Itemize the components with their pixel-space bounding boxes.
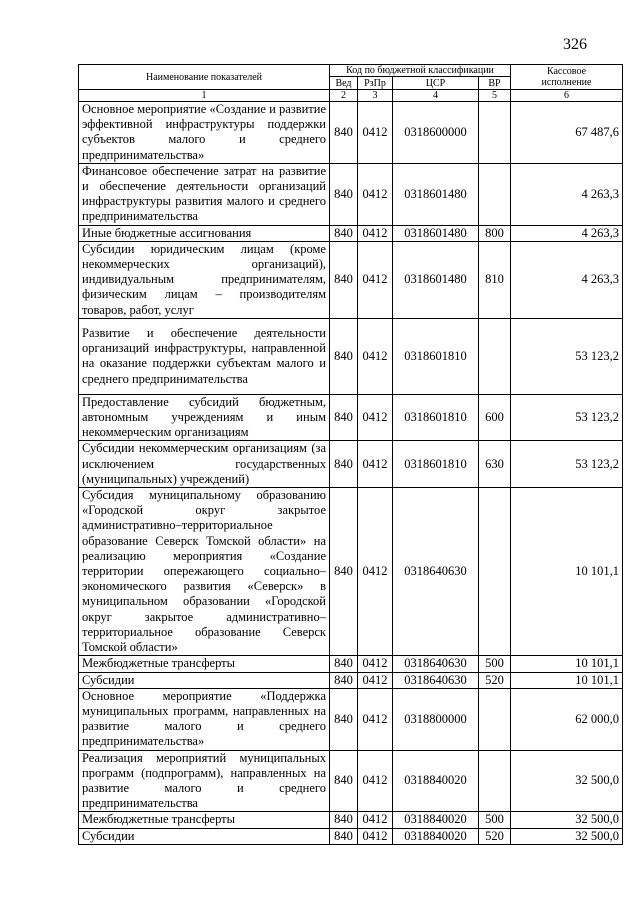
table-row <box>79 656 623 672</box>
cell-amount: 10 101,1 <box>511 656 623 672</box>
cell-rzpr: 0412 <box>358 688 393 750</box>
cell-name: Субсидия муниципальному образованию «Городской округ закрытое административно–территориальное образование Северск Томской области» на реализацию мероприятия «Создание территории опережающего социально–экономического развития «Северск» в муниципальном образовании «Городской округ закрытое административно–территориальное образование Северск Томской области» <box>79 488 330 656</box>
header-csr: ЦСР <box>393 77 479 90</box>
table-row <box>79 102 623 164</box>
cell-name: Иные бюджетные ассигнования <box>79 225 330 241</box>
cell-rzpr: 0412 <box>358 225 393 241</box>
cell-vr <box>479 163 511 225</box>
cell-name: Субсидии <box>79 672 330 688</box>
cell-csr: 0318800000 <box>393 688 479 750</box>
budget-execution-table <box>78 64 623 845</box>
cell-rzpr: 0412 <box>358 812 393 828</box>
cell-name: Развитие и обеспечение деятельности организаций инфраструктуры, направленной на оказание поддержки субъектам малого и среднего предпринимательства <box>79 318 330 394</box>
cell-amount: 4 263,3 <box>511 163 623 225</box>
cell-csr: 0318840020 <box>393 750 479 812</box>
table-row <box>79 318 623 394</box>
cell-name: Межбюджетные трансферты <box>79 812 330 828</box>
cell-rzpr: 0412 <box>358 441 393 488</box>
cell-name: Основное мероприятие «Создание и развитие эффективной инфраструктуры поддержки субъектов малого и среднего предпринимательства» <box>79 102 330 164</box>
cell-name: Реализация мероприятий муниципальных программ (подпрограмм), направленных на развитие малого и среднего предпринимательства <box>79 750 330 812</box>
cell-amount: 4 263,3 <box>511 225 623 241</box>
cell-amount: 53 123,2 <box>511 394 623 441</box>
cell-vr <box>479 488 511 656</box>
cell-csr: 0318601480 <box>393 241 479 318</box>
cell-rzpr: 0412 <box>358 488 393 656</box>
cell-ved: 840 <box>330 102 358 164</box>
cell-vr: 520 <box>479 672 511 688</box>
col-number: 6 <box>511 90 623 102</box>
cell-ved: 840 <box>330 750 358 812</box>
table-row <box>79 488 623 656</box>
table-row <box>79 394 623 441</box>
table-row <box>79 688 623 750</box>
cell-name: Субсидии юридическим лицам (кроме некоммерческих организаций), индивидуальным предпринимателям, физическим лицам – производителям товаров, работ, услуг <box>79 241 330 318</box>
header-name: Наименование показателей <box>79 65 330 90</box>
cell-csr: 0318601810 <box>393 441 479 488</box>
page-number: 326 <box>563 36 587 53</box>
cell-ved: 840 <box>330 488 358 656</box>
cell-ved: 840 <box>330 812 358 828</box>
cell-amount: 32 500,0 <box>511 812 623 828</box>
cell-csr: 0318601480 <box>393 163 479 225</box>
cell-name: Финансовое обеспечение затрат на развитие и обеспечение деятельности организаций инфраструктуры развития малого и среднего предпринимательства <box>79 163 330 225</box>
column-number-row <box>79 90 623 102</box>
cell-csr: 0318640630 <box>393 488 479 656</box>
cell-rzpr: 0412 <box>358 672 393 688</box>
table-row <box>79 750 623 812</box>
col-number: 1 <box>79 90 330 102</box>
cell-vr: 810 <box>479 241 511 318</box>
cell-rzpr: 0412 <box>358 163 393 225</box>
table-row <box>79 812 623 828</box>
table-row <box>79 225 623 241</box>
cell-ved: 840 <box>330 225 358 241</box>
cell-rzpr: 0412 <box>358 241 393 318</box>
cell-ved: 840 <box>330 688 358 750</box>
cell-vr <box>479 102 511 164</box>
cell-csr: 0318600000 <box>393 102 479 164</box>
table-row <box>79 828 623 844</box>
cell-vr: 500 <box>479 656 511 672</box>
cell-name: Субсидии некоммерческим организациям (за исключением государственных (муниципальных) учреждений) <box>79 441 330 488</box>
cell-amount: 4 263,3 <box>511 241 623 318</box>
cell-amount: 32 500,0 <box>511 828 623 844</box>
cell-rzpr: 0412 <box>358 656 393 672</box>
cell-amount: 62 000,0 <box>511 688 623 750</box>
table-row <box>79 672 623 688</box>
cell-vr: 630 <box>479 441 511 488</box>
col-number: 2 <box>330 90 358 102</box>
cell-csr: 0318640630 <box>393 672 479 688</box>
table-body <box>79 102 623 845</box>
cell-ved: 840 <box>330 656 358 672</box>
cell-ved: 840 <box>330 828 358 844</box>
header-cash-line1: Кассовое <box>546 66 587 77</box>
cell-amount: 53 123,2 <box>511 318 623 394</box>
cell-vr <box>479 750 511 812</box>
cell-csr: 0318840020 <box>393 828 479 844</box>
header-cash-execution <box>511 65 623 90</box>
cell-rzpr: 0412 <box>358 318 393 394</box>
cell-ved: 840 <box>330 441 358 488</box>
cell-name: Субсидии <box>79 828 330 844</box>
cell-vr: 800 <box>479 225 511 241</box>
header-code-group: Код по бюджетной классификации <box>330 65 511 77</box>
cell-amount: 32 500,0 <box>511 750 623 812</box>
cell-ved: 840 <box>330 318 358 394</box>
cell-amount: 53 123,2 <box>511 441 623 488</box>
cell-vr: 520 <box>479 828 511 844</box>
col-number: 4 <box>393 90 479 102</box>
cell-csr: 0318840020 <box>393 812 479 828</box>
cell-csr: 0318601810 <box>393 394 479 441</box>
cell-name: Предоставление субсидий бюджетным, автономным учреждениям и иным некоммерческим организациям <box>79 394 330 441</box>
table-row <box>79 441 623 488</box>
cell-amount: 10 101,1 <box>511 488 623 656</box>
cell-vr <box>479 318 511 394</box>
header-rzpr: РзПр <box>358 77 393 90</box>
cell-amount: 10 101,1 <box>511 672 623 688</box>
cell-name: Основное мероприятие «Поддержка муниципальных программ, направленных на развитие малого и среднего предпринимательства» <box>79 688 330 750</box>
cell-csr: 0318601810 <box>393 318 479 394</box>
cell-ved: 840 <box>330 672 358 688</box>
header-cash-line2: исполнение <box>541 77 592 88</box>
cell-vr: 500 <box>479 812 511 828</box>
cell-vr: 600 <box>479 394 511 441</box>
col-number: 3 <box>358 90 393 102</box>
header-vr: ВР <box>479 77 511 90</box>
header-ved: Вед <box>330 77 358 90</box>
cell-csr: 0318640630 <box>393 656 479 672</box>
col-number: 5 <box>479 90 511 102</box>
table-row <box>79 241 623 318</box>
cell-name: Межбюджетные трансферты <box>79 656 330 672</box>
cell-ved: 840 <box>330 241 358 318</box>
cell-amount: 67 487,6 <box>511 102 623 164</box>
table-row <box>79 163 623 225</box>
cell-rzpr: 0412 <box>358 828 393 844</box>
cell-vr <box>479 688 511 750</box>
cell-rzpr: 0412 <box>358 394 393 441</box>
cell-ved: 840 <box>330 163 358 225</box>
cell-rzpr: 0412 <box>358 750 393 812</box>
cell-ved: 840 <box>330 394 358 441</box>
cell-csr: 0318601480 <box>393 225 479 241</box>
cell-rzpr: 0412 <box>358 102 393 164</box>
